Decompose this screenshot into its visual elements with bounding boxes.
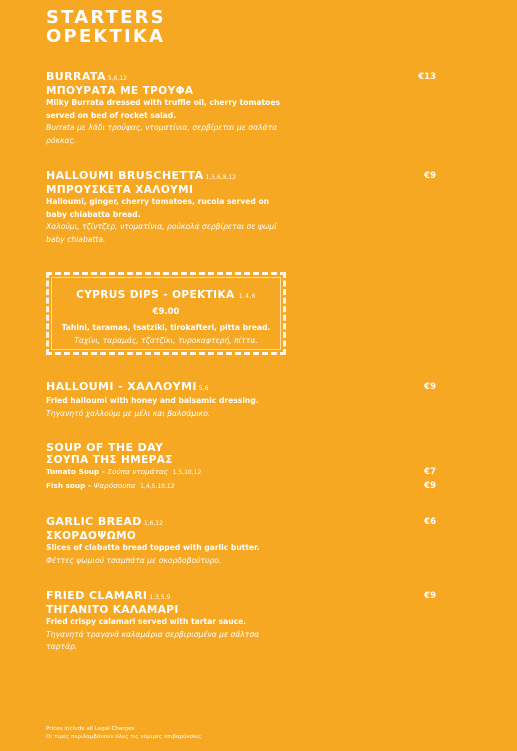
dips-description-greek: Ταχίνι, ταραμάς, τζατζίκι, τυροκαφτερή, πίττα. — [74, 335, 258, 345]
item-description: Fried halloumi with honey and balsamic dressing. — [46, 396, 259, 405]
footer-line-greek: Οι τιμές περιλαμβάνουν όλες τις νόμιμες επιβαρύνσεις — [46, 734, 202, 740]
soup-option-price: €9 — [424, 480, 436, 491]
soup-option-name: Fish soup — [46, 480, 86, 490]
item-description-greek: Τηγανητό χαλλούμι με μέλι και βαλσάμικο. — [46, 408, 211, 418]
item-name: HALLOUMI BRUSCHETTA — [46, 169, 204, 182]
item-description-greek: Φέττες ψωμιού τσαμπάτα με σκορδοβούτυρο. — [46, 555, 222, 565]
item-allergens: 1,5,6,8,12 — [205, 174, 237, 181]
dips-allergens: 1,4,6 — [238, 293, 256, 300]
item-name: BURRATA — [46, 70, 106, 83]
item-allergens: 1,3,5,9 — [149, 594, 171, 601]
item-price: €9 — [424, 171, 436, 181]
item-name: HALLOUMI - ΧΑΛΛΟΥΜΙ — [46, 380, 197, 393]
title-greek: ΟΡΕΚΤΙΚΑ — [46, 26, 166, 47]
item-price: €6 — [424, 517, 436, 527]
menu-item-garlic-bread — [46, 516, 446, 567]
soup-option: Tomato Soup - Σούπα ντομάτας 1,5,10,12 €7 — [46, 467, 436, 477]
menu-item-halloumi — [46, 381, 446, 420]
soup-option-name: Tomato Soup — [46, 467, 100, 476]
item-price: €9 — [424, 382, 436, 392]
footer-line-english: Prices include all Legal Charges — [46, 726, 135, 732]
item-description-greek: Χαλούμι, τζίντζερ, ντοματίνια, ρούκολα σερβίρεται σε ψωμί baby chiabatta. — [46, 222, 277, 244]
soup-option-allergens: 1,5,10,12 — [172, 469, 202, 476]
item-allergens: 5,6 — [198, 385, 209, 392]
item-allergens: 5,6,12 — [107, 75, 127, 82]
item-name: SOUP OF THE DAY — [46, 441, 164, 454]
dips-description: Tahini, taramas, tsatziki, tirokafteri, pitta bread. — [61, 323, 271, 332]
soup-option-name-greek: Ψαρόσουπα — [93, 480, 136, 490]
item-price: €9 — [424, 591, 436, 601]
menu-item-halloumi-bruschetta — [46, 170, 446, 246]
page-title — [46, 8, 166, 46]
title-english: STARTERS — [46, 7, 166, 28]
item-name: FRIED CLAMARI — [46, 589, 148, 602]
item-name-greek: ΜΠΟΥΡΑΤΑ ΜΕ ΤΡΟΥΦΑ — [46, 85, 194, 97]
item-name-greek: ΣΟΥΠΑ ΤΗΣ ΗΜΕΡΑΣ — [46, 454, 173, 466]
item-price: €13 — [418, 72, 436, 82]
menu-item-soup — [46, 442, 446, 493]
soup-option-price: €7 — [424, 467, 436, 477]
menu-item-fried-calamari — [46, 590, 446, 654]
item-name-greek: ΜΠΡΟΥΣΚΕΤΑ ΧΑΛΟΥΜΙ — [46, 184, 194, 196]
footer-note — [46, 725, 201, 741]
item-name-greek: ΤΗΓΑΝΙΤΟ ΚΑΛΑΜΑΡΙ — [46, 604, 179, 616]
cyprus-dips-box — [46, 272, 286, 355]
item-description: Slices of ciabatta bread topped with garlic butter. — [46, 543, 260, 552]
item-allergens: 1,6,12 — [143, 520, 163, 527]
dips-title: CYPRUS DIPS - ΟΡΕΚΤΙΚΑ — [76, 289, 235, 301]
soup-option: Fish soup - Ψαρόσουπα 1,4,5,10,12 €9 — [46, 480, 436, 491]
dips-price: €9.00 — [152, 307, 180, 317]
item-description: Milky Burrata dressed with truffle oil, cherry tomatoes served on bed of rocket salad. — [46, 98, 281, 120]
menu-item-burrata — [46, 71, 446, 147]
item-description-greek: Τηγανητά τραγανά καλαμάρια σερβιρισμένα με σάλτσα ταρτάρ. — [46, 629, 260, 651]
soup-option-allergens: 1,4,5,10,12 — [140, 482, 175, 490]
item-description: Fried crispy calamari served with tartar sauce. — [46, 617, 247, 626]
soup-option-name-greek: Σούπα ντομάτας — [107, 467, 169, 476]
item-name-greek: ΣΚΟΡΔΟΨΩΜΟ — [46, 530, 137, 542]
item-description: Halloumi, ginger, cherry tomatoes, rucola served on baby chiabatta bread. — [46, 197, 270, 219]
item-name: GARLIC BREAD — [46, 515, 142, 528]
item-description-greek: Burrata με λάδι τρούφας, ντοματίνια, σερβίρεται με σαλάτα ρόκκας. — [46, 123, 278, 145]
